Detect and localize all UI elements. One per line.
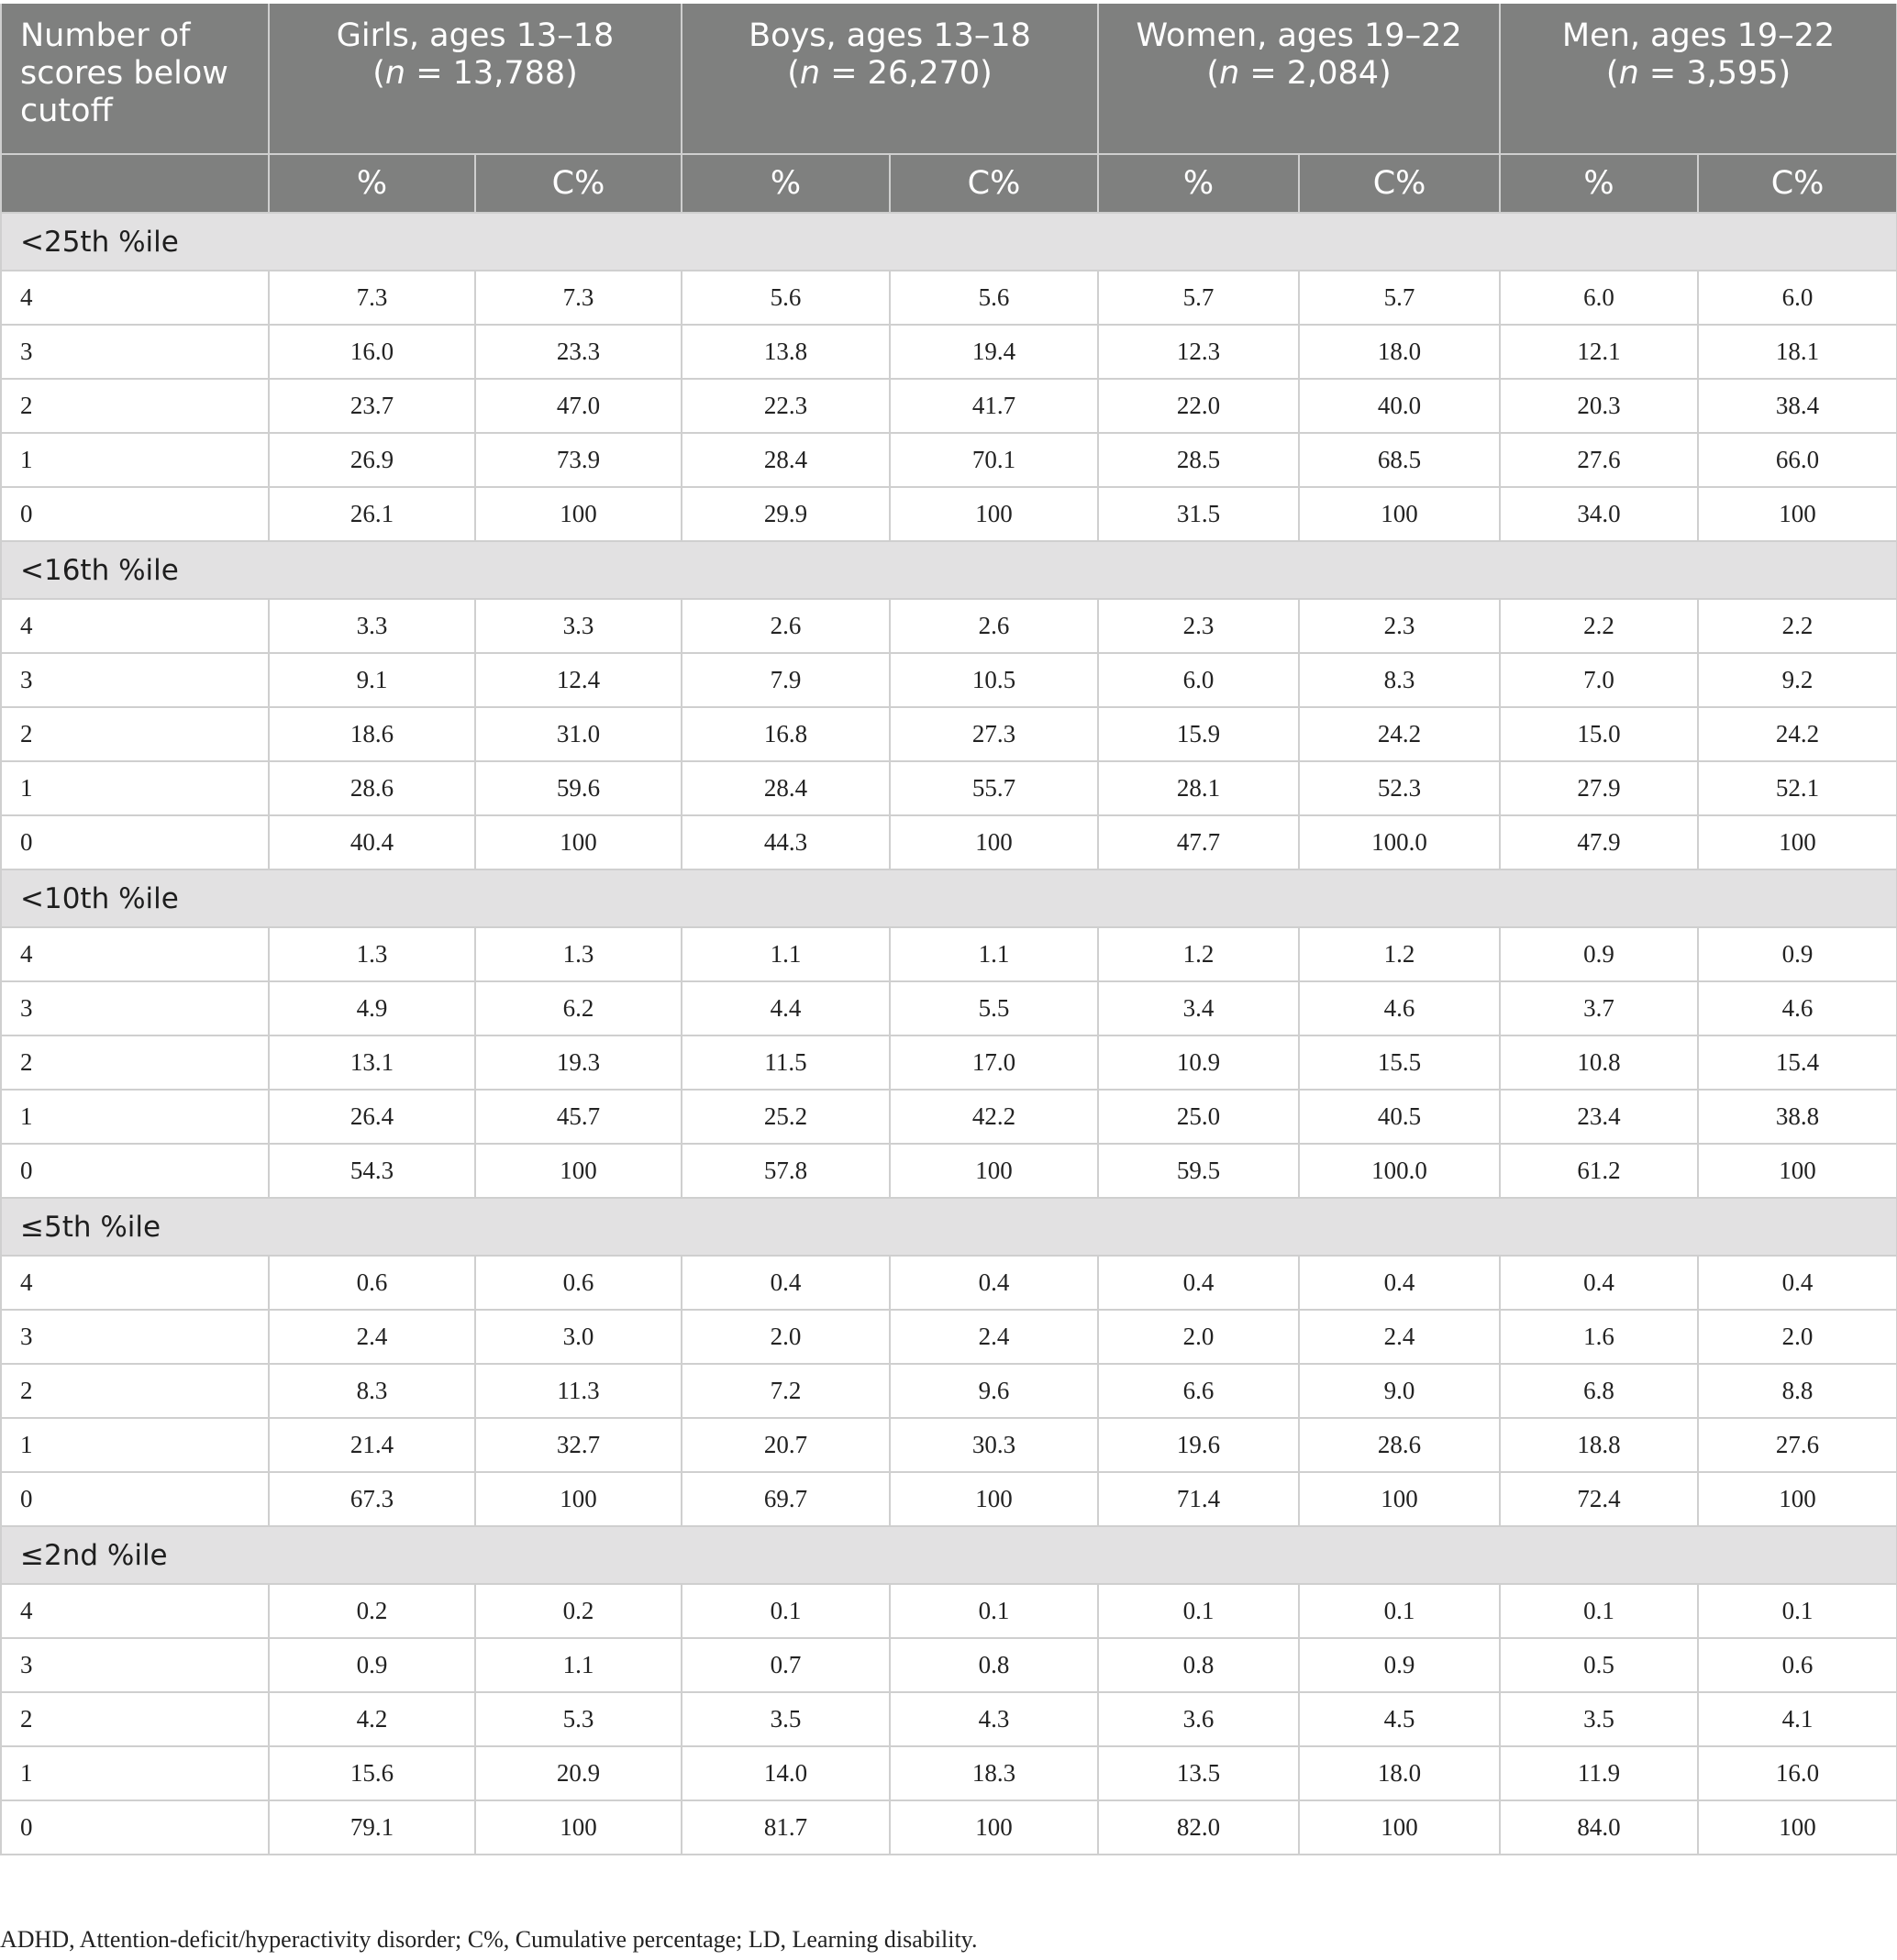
cumulative-percent-cell: 2.3 [1299,599,1500,653]
cumulative-percent-cell: 70.1 [890,433,1098,487]
cumulative-percent-cell: 12.4 [475,653,682,707]
percent-cell: 9.1 [269,653,475,707]
cumulative-percent-cell: 24.2 [1299,707,1500,761]
cumulative-percent-cell: 5.7 [1299,271,1500,325]
percent-cell: 2.4 [269,1310,475,1364]
percent-cell: 2.2 [1500,599,1698,653]
header-group-girls: Girls, ages 13–18 (n = 13,788) [269,5,682,155]
section-label: <25th %ile [1,213,1897,271]
section-row [1,1198,1897,1256]
section-label: ≤2nd %ile [1,1526,1897,1584]
cumulative-percent-cell: 7.3 [475,271,682,325]
cumulative-percent-cell: 47.0 [475,379,682,433]
percent-cell: 0.7 [682,1638,890,1692]
cumulative-percent-cell: 19.4 [890,325,1098,379]
row-count-cell: 0 [1,815,269,869]
row-count-cell: 1 [1,433,269,487]
cumulative-percent-cell: 18.1 [1698,325,1897,379]
cumulative-percent-cell: 100 [475,1144,682,1198]
cumulative-percent-cell: 100 [890,1472,1098,1526]
percent-cell: 0.8 [1098,1638,1299,1692]
cumulative-percent-cell: 0.4 [1698,1256,1897,1310]
table-row [1,379,1897,433]
cumulative-percent-cell: 0.6 [1698,1638,1897,1692]
cumulative-percent-cell: 0.1 [1299,1584,1500,1638]
cumulative-percent-cell: 100 [1698,487,1897,541]
row-count-cell: 2 [1,1692,269,1746]
percent-cell: 47.9 [1500,815,1698,869]
subcol-percent: % [269,154,475,213]
row-count-cell: 4 [1,927,269,981]
percent-cell: 10.8 [1500,1035,1698,1090]
cumulative-percent-cell: 66.0 [1698,433,1897,487]
row-count-cell: 0 [1,487,269,541]
table-row [1,325,1897,379]
subcol-cumulative: C% [1299,154,1500,213]
percent-cell: 40.4 [269,815,475,869]
percent-cell: 4.9 [269,981,475,1035]
percent-cell: 7.9 [682,653,890,707]
percent-cell: 31.5 [1098,487,1299,541]
percent-cell: 5.6 [682,271,890,325]
cumulative-percent-cell: 5.6 [890,271,1098,325]
cumulative-percent-cell: 0.4 [1299,1256,1500,1310]
percent-cell: 3.5 [682,1692,890,1746]
cumulative-percent-cell: 16.0 [1698,1746,1897,1800]
percent-cell: 20.7 [682,1418,890,1472]
section-label: <16th %ile [1,541,1897,599]
group-n-label: n [799,55,821,92]
percent-cell: 0.1 [682,1584,890,1638]
row-count-cell: 3 [1,325,269,379]
percent-cell: 23.4 [1500,1090,1698,1144]
percent-cell: 15.6 [269,1746,475,1800]
percent-cell: 6.8 [1500,1364,1698,1418]
row-count-cell: 1 [1,1418,269,1472]
cumulative-percent-cell: 100 [1698,1144,1897,1198]
percent-cell: 21.4 [269,1418,475,1472]
percent-cell: 12.3 [1098,325,1299,379]
percent-cell: 6.6 [1098,1364,1299,1418]
cumulative-percent-cell: 15.5 [1299,1035,1500,1090]
percent-cell: 2.0 [682,1310,890,1364]
percent-cell: 7.2 [682,1364,890,1418]
cumulative-percent-cell: 100 [890,1800,1098,1855]
subcol-cumulative: C% [890,154,1098,213]
header-first-col: Number of scores below cutoff [1,5,269,155]
row-count-cell: 0 [1,1800,269,1855]
table-row [1,1584,1897,1638]
group-n-label: n [384,55,406,92]
group-title: Women, ages 19–22 [1136,17,1462,54]
row-count-cell: 2 [1,379,269,433]
percent-cell: 16.0 [269,325,475,379]
cumulative-percent-cell: 55.7 [890,761,1098,815]
table-row [1,653,1897,707]
table-row [1,1692,1897,1746]
percent-cell: 4.4 [682,981,890,1035]
cumulative-percent-cell: 8.8 [1698,1364,1897,1418]
cumulative-percent-cell: 2.4 [890,1310,1098,1364]
cumulative-percent-cell: 100 [475,815,682,869]
group-n-value: = 2,084) [1239,55,1392,92]
percent-cell: 15.0 [1500,707,1698,761]
percent-cell: 10.9 [1098,1035,1299,1090]
group-title: Girls, ages 13–18 [336,17,615,54]
cumulative-percent-cell: 1.1 [890,927,1098,981]
percent-cell: 0.1 [1098,1584,1299,1638]
percent-cell: 7.3 [269,271,475,325]
cumulative-percent-cell: 100 [1299,487,1500,541]
row-count-cell: 0 [1,1144,269,1198]
percent-cell: 18.6 [269,707,475,761]
table-row [1,1256,1897,1310]
percent-cell: 13.1 [269,1035,475,1090]
subcol-percent: % [1098,154,1299,213]
percent-cell: 1.3 [269,927,475,981]
cumulative-percent-cell: 0.2 [475,1584,682,1638]
cumulative-percent-cell: 31.0 [475,707,682,761]
cumulative-percent-cell: 4.5 [1299,1692,1500,1746]
percent-cell: 26.9 [269,433,475,487]
cumulative-percent-cell: 6.0 [1698,271,1897,325]
cumulative-percent-cell: 1.1 [475,1638,682,1692]
cumulative-percent-cell: 42.2 [890,1090,1098,1144]
table-row [1,761,1897,815]
header-empty-cell [1,154,269,213]
percent-cell: 15.9 [1098,707,1299,761]
cumulative-percent-cell: 100 [475,1472,682,1526]
group-n-value: = 3,595) [1638,55,1792,92]
table-row [1,981,1897,1035]
percent-cell: 44.3 [682,815,890,869]
percent-cell: 3.7 [1500,981,1698,1035]
percent-cell: 28.4 [682,761,890,815]
subcol-cumulative: C% [475,154,682,213]
percent-cell: 11.9 [1500,1746,1698,1800]
percent-cell: 25.0 [1098,1090,1299,1144]
percent-cell: 27.6 [1500,433,1698,487]
cumulative-percent-cell: 0.9 [1698,927,1897,981]
cumulative-percent-cell: 0.1 [1698,1584,1897,1638]
percent-cell: 0.6 [269,1256,475,1310]
table-row [1,1746,1897,1800]
percent-cell: 6.0 [1098,653,1299,707]
percent-cell: 27.9 [1500,761,1698,815]
percent-cell: 79.1 [269,1800,475,1855]
percent-cell: 0.9 [269,1638,475,1692]
cumulative-percent-cell: 100 [1698,1472,1897,1526]
percent-cell: 18.8 [1500,1418,1698,1472]
table-row [1,1800,1897,1855]
section-row [1,213,1897,271]
table-row [1,1364,1897,1418]
percent-cell: 47.7 [1098,815,1299,869]
percent-cell: 59.5 [1098,1144,1299,1198]
cumulative-percent-cell: 100 [1698,815,1897,869]
row-count-cell: 2 [1,1035,269,1090]
percent-cell: 28.4 [682,433,890,487]
percent-cell: 1.6 [1500,1310,1698,1364]
cumulative-percent-cell: 2.0 [1698,1310,1897,1364]
table-row [1,1472,1897,1526]
cumulative-percent-cell: 40.5 [1299,1090,1500,1144]
cumulative-percent-cell: 11.3 [475,1364,682,1418]
cumulative-percent-cell: 9.0 [1299,1364,1500,1418]
percent-cell: 19.6 [1098,1418,1299,1472]
percent-cell: 81.7 [682,1800,890,1855]
percent-cell: 57.8 [682,1144,890,1198]
row-count-cell: 3 [1,1310,269,1364]
percent-cell: 28.1 [1098,761,1299,815]
row-count-cell: 4 [1,599,269,653]
percent-cell: 6.0 [1500,271,1698,325]
percent-cell: 28.6 [269,761,475,815]
percent-cell: 3.5 [1500,1692,1698,1746]
cumulative-percent-cell: 10.5 [890,653,1098,707]
percent-cell: 11.5 [682,1035,890,1090]
row-count-cell: 2 [1,1364,269,1418]
table-row [1,1638,1897,1692]
cumulative-percent-cell: 1.2 [1299,927,1500,981]
cumulative-percent-cell: 17.0 [890,1035,1098,1090]
percent-cell: 82.0 [1098,1800,1299,1855]
percent-cell: 13.5 [1098,1746,1299,1800]
row-count-cell: 1 [1,761,269,815]
table-header [1,5,1897,214]
section-label: <10th %ile [1,869,1897,927]
cumulative-percent-cell: 52.3 [1299,761,1500,815]
cumulative-percent-cell: 2.2 [1698,599,1897,653]
percent-cell: 61.2 [1500,1144,1698,1198]
percent-cell: 0.4 [1500,1256,1698,1310]
percent-cell: 0.4 [682,1256,890,1310]
percent-cell: 22.3 [682,379,890,433]
percent-cell: 5.7 [1098,271,1299,325]
percent-cell: 0.5 [1500,1638,1698,1692]
cumulative-percent-cell: 23.3 [475,325,682,379]
group-title: Men, ages 19–22 [1561,17,1836,54]
subcol-cumulative: C% [1698,154,1897,213]
cumulative-percent-cell: 100 [1299,1472,1500,1526]
table-row [1,271,1897,325]
header-row-subcols [1,154,1897,213]
cumulative-percent-cell: 59.6 [475,761,682,815]
percent-cell: 0.4 [1098,1256,1299,1310]
cumulative-percent-cell: 2.6 [890,599,1098,653]
header-row-groups [1,5,1897,155]
group-n-value: = 13,788) [405,55,578,92]
percent-cell: 54.3 [269,1144,475,1198]
percent-cell: 3.3 [269,599,475,653]
cumulative-percent-cell: 27.6 [1698,1418,1897,1472]
cumulative-percent-cell: 5.5 [890,981,1098,1035]
row-count-cell: 3 [1,653,269,707]
cumulative-percent-cell: 100 [890,487,1098,541]
cumulative-percent-cell: 3.0 [475,1310,682,1364]
percent-cell: 2.6 [682,599,890,653]
subcol-percent: % [682,154,890,213]
group-n-label: n [1219,55,1240,92]
cumulative-percent-cell: 1.3 [475,927,682,981]
cumulative-percent-cell: 6.2 [475,981,682,1035]
cumulative-percent-cell: 18.3 [890,1746,1098,1800]
table-row [1,433,1897,487]
cumulative-percent-cell: 73.9 [475,433,682,487]
header-group-men: Men, ages 19–22 (n = 3,595) [1500,5,1897,155]
group-n-label: n [1618,55,1639,92]
row-count-cell: 4 [1,1256,269,1310]
cumulative-percent-cell: 100 [890,1144,1098,1198]
section-label: ≤5th %ile [1,1198,1897,1256]
table-body [1,213,1897,1855]
row-count-cell: 3 [1,1638,269,1692]
cumulative-percent-cell: 0.6 [475,1256,682,1310]
row-count-cell: 4 [1,271,269,325]
section-row [1,541,1897,599]
cumulative-percent-cell: 19.3 [475,1035,682,1090]
percent-cell: 25.2 [682,1090,890,1144]
percent-cell: 22.0 [1098,379,1299,433]
cumulative-percent-cell: 100 [1698,1800,1897,1855]
cumulative-percent-cell: 18.0 [1299,325,1500,379]
percent-cell: 8.3 [269,1364,475,1418]
percent-cell: 0.2 [269,1584,475,1638]
percent-cell: 12.1 [1500,325,1698,379]
cumulative-percent-cell: 24.2 [1698,707,1897,761]
cumulative-percent-cell: 100 [475,487,682,541]
percent-cell: 3.4 [1098,981,1299,1035]
data-table [0,4,1897,1855]
cumulative-percent-cell: 45.7 [475,1090,682,1144]
table-row [1,927,1897,981]
cumulative-percent-cell: 4.6 [1299,981,1500,1035]
cumulative-percent-cell: 100.0 [1299,815,1500,869]
section-row [1,869,1897,927]
cumulative-percent-cell: 0.9 [1299,1638,1500,1692]
percent-cell: 0.1 [1500,1584,1698,1638]
table-row [1,1144,1897,1198]
cumulative-percent-cell: 8.3 [1299,653,1500,707]
percent-cell: 16.8 [682,707,890,761]
percent-cell: 2.3 [1098,599,1299,653]
row-count-cell: 2 [1,707,269,761]
table-row [1,1310,1897,1364]
cumulative-percent-cell: 41.7 [890,379,1098,433]
cumulative-percent-cell: 15.4 [1698,1035,1897,1090]
percent-cell: 84.0 [1500,1800,1698,1855]
percent-cell: 7.0 [1500,653,1698,707]
cumulative-percent-cell: 3.3 [475,599,682,653]
cumulative-percent-cell: 5.3 [475,1692,682,1746]
row-count-cell: 1 [1,1746,269,1800]
cumulative-percent-cell: 2.4 [1299,1310,1500,1364]
percent-cell: 69.7 [682,1472,890,1526]
percent-cell: 67.3 [269,1472,475,1526]
percent-cell: 3.6 [1098,1692,1299,1746]
table-footnote: ADHD, Attention-deficit/hyperactivity disorder; C%, Cumulative percentage; LD, Learning disability. [0,1926,978,1953]
cumulative-percent-cell: 32.7 [475,1418,682,1472]
percent-cell: 13.8 [682,325,890,379]
subcol-percent: % [1500,154,1698,213]
section-row [1,1526,1897,1584]
group-title: Boys, ages 13–18 [749,17,1031,54]
cumulative-percent-cell: 100 [1299,1800,1500,1855]
cumulative-percent-cell: 9.2 [1698,653,1897,707]
cumulative-percent-cell: 52.1 [1698,761,1897,815]
cumulative-percent-cell: 0.1 [890,1584,1098,1638]
cumulative-percent-cell: 100 [475,1800,682,1855]
row-count-cell: 3 [1,981,269,1035]
cumulative-percent-cell: 100 [890,815,1098,869]
percent-cell: 20.3 [1500,379,1698,433]
table-row [1,707,1897,761]
cumulative-percent-cell: 0.4 [890,1256,1098,1310]
percent-cell: 23.7 [269,379,475,433]
cumulative-percent-cell: 27.3 [890,707,1098,761]
table-row [1,599,1897,653]
group-n-value: = 26,270) [820,55,993,92]
cumulative-percent-cell: 68.5 [1299,433,1500,487]
row-count-cell: 4 [1,1584,269,1638]
percent-cell: 26.4 [269,1090,475,1144]
header-group-women: Women, ages 19–22 (n = 2,084) [1098,5,1500,155]
cumulative-percent-cell: 18.0 [1299,1746,1500,1800]
percent-cell: 0.9 [1500,927,1698,981]
percent-cell: 72.4 [1500,1472,1698,1526]
percent-cell: 28.5 [1098,433,1299,487]
percent-cell: 34.0 [1500,487,1698,541]
cumulative-percent-cell: 38.4 [1698,379,1897,433]
table-row [1,1035,1897,1090]
table-row [1,815,1897,869]
cumulative-percent-cell: 4.6 [1698,981,1897,1035]
percent-cell: 14.0 [682,1746,890,1800]
percent-cell: 29.9 [682,487,890,541]
table-row [1,1418,1897,1472]
cumulative-percent-cell: 30.3 [890,1418,1098,1472]
cumulative-percent-cell: 9.6 [890,1364,1098,1418]
percent-cell: 4.2 [269,1692,475,1746]
cumulative-percent-cell: 100.0 [1299,1144,1500,1198]
percent-cell: 26.1 [269,487,475,541]
percent-cell: 1.1 [682,927,890,981]
cumulative-percent-cell: 4.3 [890,1692,1098,1746]
row-count-cell: 0 [1,1472,269,1526]
cumulative-percent-cell: 4.1 [1698,1692,1897,1746]
cumulative-percent-cell: 40.0 [1299,379,1500,433]
row-count-cell: 1 [1,1090,269,1144]
table-row [1,487,1897,541]
percent-cell: 71.4 [1098,1472,1299,1526]
header-group-boys: Boys, ages 13–18 (n = 26,270) [682,5,1098,155]
cumulative-percent-cell: 20.9 [475,1746,682,1800]
percent-cell: 1.2 [1098,927,1299,981]
percent-cell: 2.0 [1098,1310,1299,1364]
table-row [1,1090,1897,1144]
cumulative-percent-cell: 38.8 [1698,1090,1897,1144]
cumulative-percent-cell: 28.6 [1299,1418,1500,1472]
cumulative-percent-cell: 0.8 [890,1638,1098,1692]
